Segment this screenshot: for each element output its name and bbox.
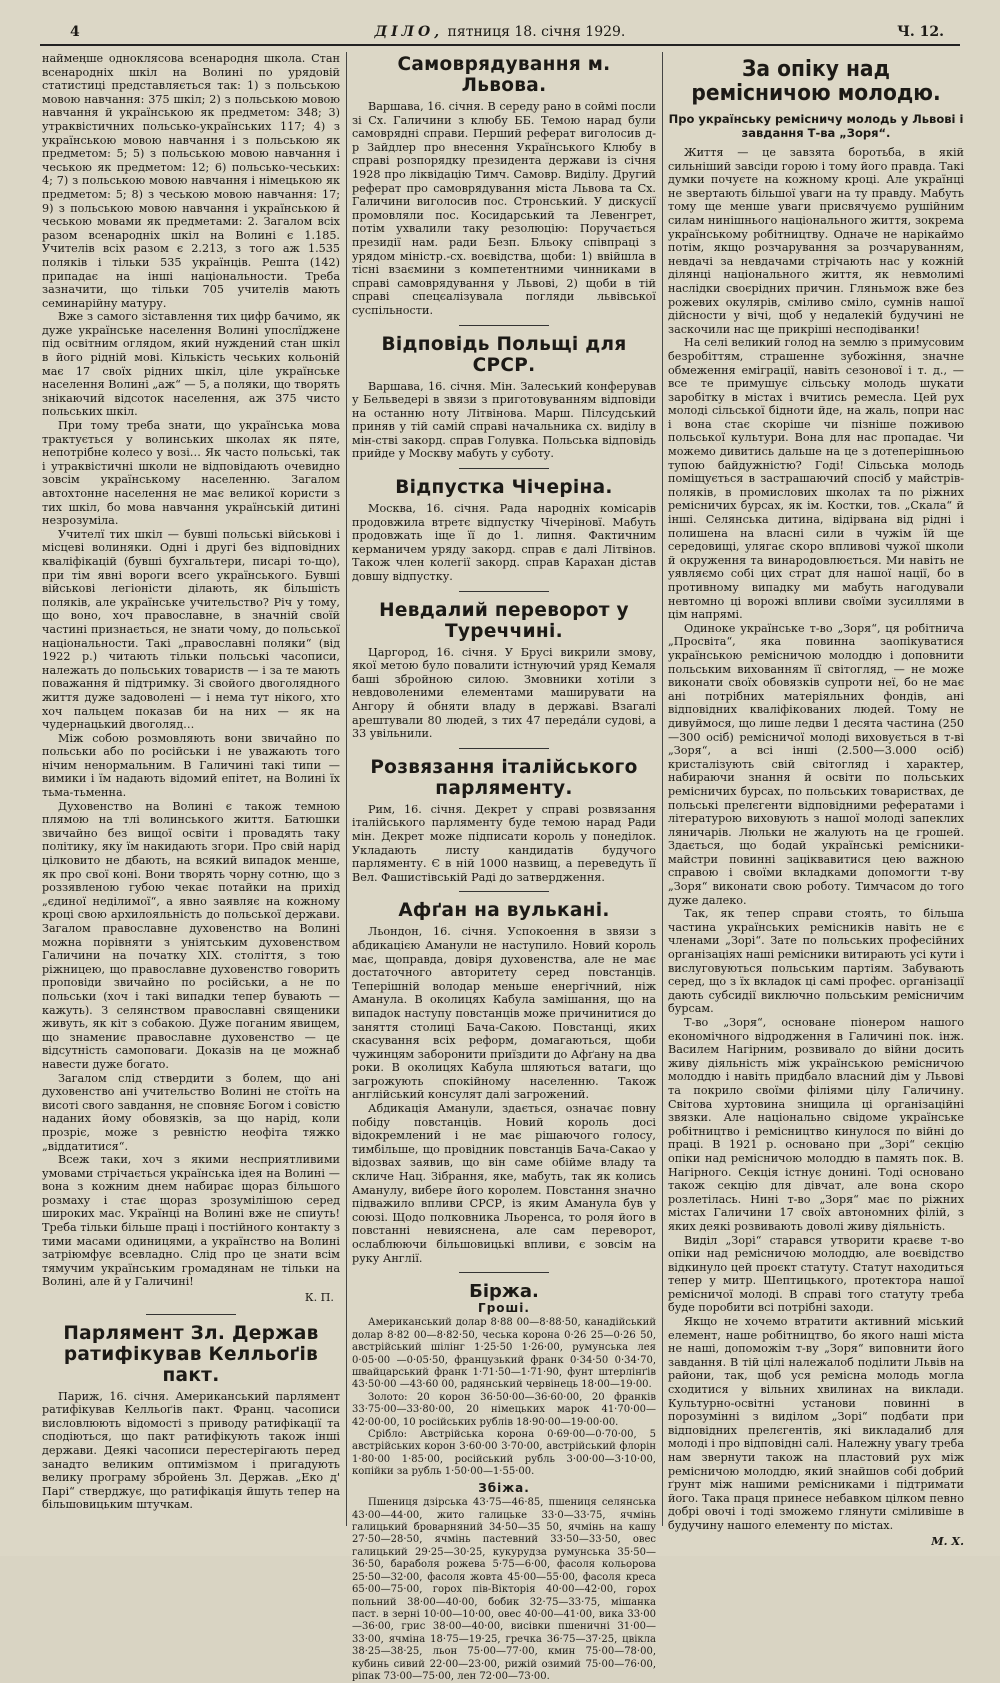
- article-paragraph: Між собою розмовляють вони звичайно по польськи або по російськи і не уважають того нічим ненормальним. В Галичині такі типи — вимики і їм надають відомий епітет, на Волині їх тьма-тьменна.: [42, 731, 340, 800]
- article-paragraph: Т-во „Зоря“, основане піонером нашого економічного відродження в Галичині пок. інж. Василем Нагірним, розвивало до війни досить живу діяльність між українською ремісничою молоддю і навіть придбало власний дім у Львові та покрило своїми філіями цілу Галичину. Світова хуртовина знищила ці організаційні звязки. Але національно свідоме українське робітництво і ремісництво кинулося по війні до праці. В 1921 р. основано при „Зорі“ секцію опіки над ремісничою молоддю в память пок. В. Нагірного. Секція істнує донині. Тоді основано також секцію для дівчат, але вона скоро розлетілась. Нині т-во „Зоря“ має по ріжних містах Галичини 17 своїх автономних філій, з яких деякі розвивають доволі живу діяльність.: [668, 1016, 964, 1233]
- article-paragraph: Одиноке українське т-во „Зоря“, ця робітнича „Просвіта“, яка повинна заопікуватися українською ремісничою молоддю і доповнити польським вихованням її світогляд, — не може виконати своїх обовязків супроти неї, бо не має ані потрібних матеріяльних фондів, ані відповідних кваліфікованих людей. Тому не дивуймося, що лише ледви 1 десята частина (250—300 осіб) ремісничої молоді виховується в т-ві „Зоря“, а всі інші (2.500—3.000 осіб) кристалізують свій світогляд і характер, набираючи знання й освіти по польських ремісничих бурсах, по польських товариствах, де польські прелєгенти відповідними рефератами і літературою виховують з нашої молоді запеклих ляничарів. Люльки не жалують на це грошей. Здається, що бодай українські ремісники-майстри повинні заціквавитися цею важною справою і своїми вкладками допомогти т-ву „Зоря“ виконати свою роботу. Тимчасом до того дуже далеко.: [668, 621, 964, 907]
- article-paragraph: Варшава, 16. січня. Мін. Залеський конферував у Бельведері в звязи з приготовуванням відповіди на останню ноту Літвінова. Марш. Пілсудський приняв у тій самій справі начальника сх. виділу в мін-стві закорд. справ Голувка. Польська відповідь прийде у Москву мабуть у суботу.: [352, 379, 656, 461]
- headline-afghan: Афґан на вулькані.: [398, 900, 610, 922]
- column-rule: [662, 52, 663, 1526]
- separator: [42, 1309, 340, 1321]
- column-left: [42, 52, 340, 1536]
- exchange-subhead: Збіжа.: [478, 1480, 530, 1495]
- exchange-subhead: Гроші.: [478, 1300, 530, 1315]
- author-signature: К. П.: [304, 1291, 334, 1305]
- masthead-line: [40, 24, 960, 40]
- headline-italy-parliament: Розвязання італійського парляменту.: [370, 756, 638, 799]
- article-paragraph: Учителї тих шкіл — бувші польські військові і місцеві волиняки. Одні і другі без відповідних кваліфікацій (бувші бухгальтери, писарі то-що), при тім явні вороги всего українського. Бувші військові легіоністи ділають, як більшість поляків, але українське учительство? Річ у тому, що воно, хоч православне, в значній своїй частині признається, не знати чому, до польської національности. Такі „православні поляки“ (від 1922 р.) читають тільки польські часописи, належать до польських товариств — і за те мають поважання й підтримку. Зі свойого двоголядного життя дуже задоволені — і нема тут нікого, хто хоч пальцем показав би на них — як на чудернацький двоголяд…: [42, 527, 340, 732]
- exchange-paragraph: Срібло: Австрійська корона 0·69·00—0·70·00, 5 австрійських корон 3·60·00 3·70·00, австрійський флорін 1·80·00 1·85·00, російський рубль 3·00·00—3·10·00, копійки за рубль 1·50·00—1·55·00.: [352, 1429, 656, 1478]
- separator: [352, 320, 656, 332]
- column-rule: [346, 52, 347, 1526]
- subheadline: Про українську ремісничу молодь у Львові і завдання Т-ва „Зоря“.: [668, 112, 964, 140]
- article-paragraph: На селі великий голод на землю з примусовим безробіттям, страшенне зубожіння, значне обмеження еміграції, навіть сезонової і т. д., — все те примушує сільську молодь шукати заробітку в містах і вчитись ремесла. Цей рух молоді сільської бідноти йде, на жаль, попри нас і вона стає скоріше чи пізніше поживою польської культури. Вона для нас пропадає. Чи можемо дивитись дальше на це з дотеперішньою тупою байдужністю? Годі! Сільська молодь поміщується в застрашаючий спосіб у майстрів-поляків, в промислових школах та по ріжних ремісничих бурсах, як ім. Костки, тов. „Скала“ й інші. Селянська дитина, відірвана від рідні і полишена на власні сили в чужім їй ще середовищі, улягає скоро впливові чужої школи й окруження та винародовлюється. Ми навіть не уявляємо собі цих страт для нашої нації, бо в противному випадку ми мабуть нагодували невтомно ці ворожі впливи своїми зусиллями в цім напрямі.: [668, 336, 964, 622]
- article-paragraph: наймеңше одноклясова всенародня школа. Стан всенародніх шкіл на Волині по урядовій статистиці представляється так: 1) з польською мовою навчання: 375 шкіл; 2) з польською мовою навчання й українською як предметом: 348; 3) утраквістичних польсько-українських 117; 4) з українською мовою навчання і з польською як предметом: 5; 5) з польською мовою навчання і чеською як предметом: 12; 6) польсько-чеських: 4; 7) з польською мовою навчання і німецькою як предметом: 5; 8) з чеською мовою навчання: 17; 9) з польською мовою навчання і українською й чеською мовами як предметами: 2. Загалом всіх разом всенародніх шкіл на Волині є 1.185. Учителів всіх разом є 2.213, з того аж 1.535 поляків і тільки 535 українців. Решта (142) припадає на інші національности. Треба зазначити, що тільки 705 учителів мають семинарійну матуру.: [42, 52, 340, 310]
- issue-date: пятниця 18. січня 1929.: [447, 24, 626, 40]
- column-right: [668, 52, 964, 1548]
- separator: [352, 1267, 656, 1279]
- page-number: 4: [70, 24, 80, 40]
- article-paragraph: Духовенство на Волині є також темною плямою на тлі волинського життя. Батюшки звичайно без вищої освіти і провадять таку політику, яку їм накидають згори. Про свій нарід цілковито не дбають, на всякий випадок менше, як про свої коні. Вони творять чорну сотню, що з роззявленою губою чекає потайки на прихід „єдиної неділимої“, а явно заявляє на кожному кроці свою архилояльність до польської держави. Загалом православне духовенство на Волині можна порівняти з уніятським духовенством Галичини на початку XIX. століття, з тою ріжницею, що православне духовенство говорить проповіди звичайно по російськи, а не по польськи (хоч і такі випадки тепер бувають — кажуть). З селянством православні священики живуть, як кіт з собакою. Дуже поганим явищем, що знамениє православне духовенство — це відсутність самоповаги. Доказів на це можнаб навести дуже богато.: [42, 799, 340, 1071]
- article-paragraph: Вже з самого зіставлення тих цифр бачимо, як дуже українське населення Волині упослїджене під освітним оглядом, який нуждений стан шкіл в його рідній мові. Кількість чеських кольоній має 17 своїх рідних шкіл, ціле українське населення Волині „аж“ — 5, а поляки, що творять знікаючий відсоток населення, аж 375 чисто польських шкіл.: [42, 310, 340, 419]
- article-paragraph: Варшава, 16. січня. В середу рано в соймі посли зі Сх. Галичини з клюбу ББ. Темою нарад були самоврядні справи. Перший реферат виголосив д-р Зайдлер про внесення Українського Клюбу в справі розпорядку президента держави із січня 1928 про ліквідацію Тимч. Самовр. Виділу. Другий реферат про самоврядування міста Львова та Сх. Галичини виголосив пос. Стронський. У дискусії промовляли пос. Косидарський та Левенгрет, потім ухвалили таку резолюцію: Поручається президії нам. ради Безп. Бльоку співпраці з урядом міністр.-сх. воєвідства, щоби: 1) ввійшла в тісні взаємини з компетентними чинниками в справі самоврядування у Львові, 2) щоби в тій справі спецєалізувала погляди львівської суспільности.: [352, 100, 656, 317]
- article-paragraph: Москва, 16. січня. Рада народніх комісарів продовжила втретє відпустку Чічеріновї. Мабуть продовжать іще її до 1. липня. Фактичним керманичем уряду закорд. справ є далі Літвінов. Також член колегії закорд. справ Карахан дістав довшу відпустку.: [352, 502, 656, 584]
- article-paragraph: Якщо не хочемо втратити активний міський елемент, наше робітництво, бо якого наші міста не наші, допоможім т-ву „Зоря“ виповнити його завдання. В тій цілі належалоб поділити Львів на райони, так, щоб уся ремісна молодь могла сходитися у вільних хвилинах на виклади. Культурно-освітні установи повинні в порозумінні з виділом „Зорі“ подбати при відповідних прелєгентів, які викладалиб для молоді і про відповідні салі. Належну увагу треба нам звернути також на пластовий рух між ремісничою молоддю, який знайшов собі добрий ґрунт між нашими ремісниками і підтримати його. Така праця принесе небавком цілком певно добрі овочі і тоді зможемо глянути сміливіше в будучину нашого елементу по містах.: [668, 1315, 964, 1532]
- exchange-paragraph: Пшениця дзірська 43·75—46·85, пшениця селянська 43·00—44·00, жито галицьке 33·0—33·75, ячмінь галицький броварняний 34·50—35 50, ячмінь на кашу 27·50—28·50, ячмінь пастевний 33·50—33·50, овес галицький 29·25—30·25, кукурудза румунська 35·50—36·50, бараболя рожева 5·75—6·00, фасоля кольорова 25·50—32·00, фасоля жовта 45·00—55·00, фасоля креса 65·00—75·00, горох пів-Вікторія 40·00—42·00, горох польний 38·00—40·00, бобик 32·75—33·75, мішанка паст. в зерні 10·00—10·00, овес 40·00—41·00, вика 33·00—36·00, грис 38·00—40·00, висівки пшеничні 31·00—33·00, ячміна 18·75—19·25, гречка 36·75—37·25, цвікла 38·25—38·25, льон 75·00—77·00, кмин 75·00—78·00, кубинь сивий 22·00—23·00, рижій озимий 75·00—76·00, ріпак 73·00—75·00, лен 72·00—73·00.: [352, 1497, 656, 1682]
- article-paragraph: Париж, 16. січня. Американський парлямент ратифікував Келльоґів пакт. Франц. часописи висловлюють відомості з приводу ратифікації та сподіються, що пакт ратифікують також інші держави. Деякі часописи перестерігають перед занадто великим оптимізмом і пригадують велику програму збройень Зл. Держав. „Еко д' Парі“ стверджує, що ратифікація йшуть тепер на більшовицьким штучкам.: [42, 1389, 340, 1512]
- column-middle: [352, 52, 656, 1682]
- headline-poland-reply: Відповідь Польщі для СРСР.: [381, 333, 627, 376]
- article-paragraph: Абдикація Аманули, здається, означає повну побіду повстанців. Новий король досі відокремлений і не має рішаючого голосу, тимбільше, що провідник повстанців Бача-Сакао у відозвах заявив, що він саме обійме владу та скличе Нац. Зібрання, яке, мабуть, так як колись Аманулу, вибере його королем. Повстання значно підважило впливи СРСР, із яким Аманула був у союзі. Щодо полковника Льоренса, то роля його в повстанні невиясненa, але сам переворот, ослаблюючи більшовицькі впливи, є зовсім на руку Англії.: [352, 1102, 656, 1265]
- headline-chicherin: Відпустка Чічеріна.: [395, 477, 613, 499]
- issue-number: Ч. 12.: [897, 24, 944, 40]
- headline-turkey-coup: Невдалий переворот у Туреччині.: [379, 599, 629, 642]
- article-paragraph: Так, як тепер справи стоять, то більша частина українських ремісників навіть не є членами „Зорі“. Зате по польських професійних організаціях наші ремісники витирають усі кути і вислуговуються польським партіям. Забувають серед, що з їх вкладок ці самі профес. організації дають субсидії виключно польським ремісничим бурсам.: [668, 907, 964, 1016]
- headline-lviv-selfgov: Самоврядування м. Львова.: [397, 54, 611, 96]
- separator: [352, 886, 656, 898]
- article-paragraph: При тому треба знати, що українська мова трактується у волинських школах як пяте, непотрібне колесо у возі… Як часто польські, так і утраквістичні школи не відповідають очевидно зовсім українському населенню. Загалом автохтонне населення не має великої користи з тих шкіл, бо мова навчання українській дитині незрозуміла.: [42, 419, 340, 528]
- separator: [352, 463, 656, 475]
- article-paragraph: Загалом слід ствердити з болем, що ані духовенство ані учительство Волині не стоїть на висоті свого завдання, не сповняє Богом і совістю наданих йому обовязків, за що нарід, коли прозріє, може з ревністю неофіта тяжко „віддатитися“.: [42, 1071, 340, 1153]
- article-paragraph: Життя — це завзята боротьба, в якій сильніший завсіди горою і тому його правда. Такі думки почуєте на кожному кроці. Але українці не звертають більшої уваги на ту правду. Мабуть тому ще менше уваги присвячуємо рушійним силам нинішнього національного життя, зокрема українському робітництву. Одначе не нарікаймо потім, якщо розчарування за розчаруванням, невдачі за невдачами стрічають нас у кожній ділянці національного життя, як невмолимі наслідки своєрідних причин. Гляньмож вже без рожевих окулярів, сміливо сміло, сумнів нашої дійсности у вічі, щоб у недалекій будучині не заскочили нас ще прикріші несподіванки!: [668, 146, 964, 336]
- exchange-paragraph: Американський долар 8·88 00—8·88·50, канадійський долар 8·82 00—8·82·50, чеська корона 0·26 25—0·26 50, австрійський шілінг 1·25·50 1·26·00, румунська лея 0·05·00 —0·05·50, французький франк 0·34·50 0·34·70, швайцарський франк 1·71·50—1·71·90, фунт штерлінґів 43·50·00 —43·60 00, радянський червінець 18·00—19·00.: [352, 1317, 656, 1391]
- headline-kellogg-pact: Парлямент Зл. Держав ратифікував Келльоґів пакт.: [63, 1322, 319, 1386]
- paper-name: ДІЛО,: [374, 24, 444, 40]
- headline-exchange: Біржа.: [469, 1281, 539, 1303]
- author-signature: М. Х.: [931, 1533, 964, 1548]
- headline-craft-youth: За опіку над ремісничою молодю.: [691, 57, 941, 106]
- separator: [352, 743, 656, 755]
- page-header: [40, 22, 960, 46]
- article-paragraph: Царгород, 16. січня. У Брусі викрили змову, якої метою було повалити істнуючий уряд Кемаля баші збройною силою. Змовники хотіли з невдоволеними елементами маширувати на Ангору й обняти владу в державі. Взагалі арештували 80 людей, з тих 47 переда́ли судові, а 33 увільнили.: [352, 645, 656, 741]
- separator: [352, 586, 656, 598]
- exchange-paragraph: Золото: 20 корон 36·50·00—36·60·00, 20 франків 33·75·00—33·80·00, 20 німецьких марок 41·70·00—42·00·00, 10 російських рублів 18·90·00—19·00·00.: [352, 1391, 656, 1428]
- article-paragraph: Льондон, 16. січня. Успокоення в звязи з абдикацією Аманули не наступило. Новий король має, щоправда, довіря духовенства, але не має достаточного авторитету серед повстанців. Теперішній володар меньше енергічний, ніж Аманула. В околицях Кабула замішання, що на випадок наступу повстанців може причинитися до заняття столиці Бача-Сакою. Повстанці, яких скасування всіх реформ, домагаються, щоби чужинцям заборонити приїздити до Афґану на два роки. В околицях Кабула шляються ватаги, що загрожують спокійному населенню. Також англійський консулят далі загрожений.: [352, 925, 656, 1102]
- article-paragraph: Всеж таки, хоч з якими несприятливими умовами стрічається українська ідея на Волині — вона з кожним днем набирає щораз більшого розмаху і стає щораз зрозумілішою серед широких мас. Українці на Волині вже не спиуть! Треба тільки більше праці і постійного контакту з тими масами одиницями, а українство на Волині затріюмфує всевладно. Слід про це знати всім тямучим українським громадянам не тільки на Волині, але й у Галичині!: [42, 1153, 340, 1289]
- article-paragraph: Виділ „Зорі“ старався утворити краєве т-во опіки над ремісничою молоддю, але воєвідство відкинуло цей проєкт статуту. Статут находиться тепер у митр. Шептицького, протектора нашої ремісничої молоді. В справі того статуту треба буде поробити всі потрібні заходи.: [668, 1233, 964, 1315]
- article-paragraph: Рим, 16. січня. Декрет у справі розвязання італійського парляменту буде темою нарад Ради мін. Декрет може підписати король у понеділок. Укладають листу кандидатів будучого парляменту. Є в ній 1000 назвищ, а переведуть її Вел. Фашистівській Раді до затвердження.: [352, 802, 656, 884]
